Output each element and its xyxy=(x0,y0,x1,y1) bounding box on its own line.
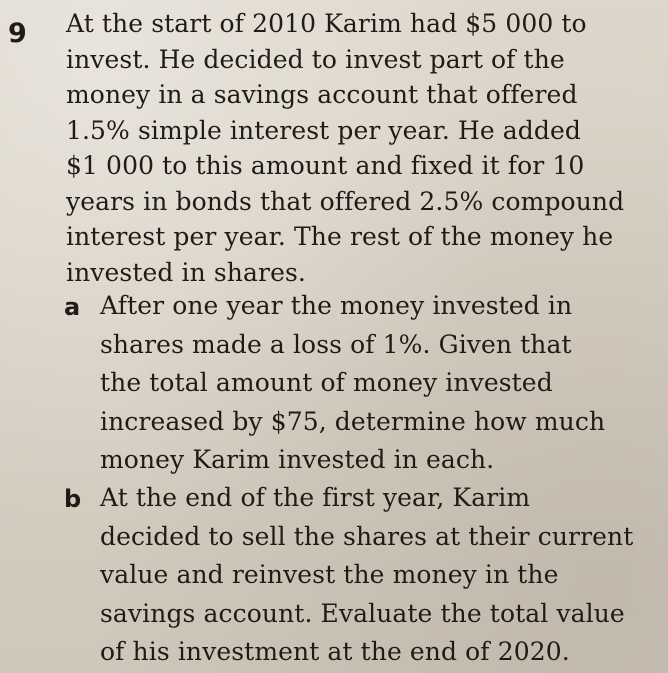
stem-line: At the start of 2010 Karim had $5 000 to xyxy=(66,9,587,38)
part-b-line: of his investment at the end of 2020. xyxy=(100,637,570,666)
stem-line: interest per year. The rest of the money he xyxy=(66,222,614,251)
stem-line: years in bonds that offered 2.5% compound xyxy=(66,186,625,216)
stem-line: $1 000 to this amount and fixed it for 10 xyxy=(66,151,585,180)
part-b-line: value and reinvest the money in the xyxy=(100,560,559,589)
part-b-label: b xyxy=(64,485,82,513)
part-a-line: money Karim invested in each. xyxy=(100,445,495,474)
stem-line: invested in shares. xyxy=(66,257,306,287)
stem-line: invest. He decided to invest part of the xyxy=(66,44,565,74)
stem-line: money in a savings account that offered xyxy=(66,80,578,109)
part-b-line: At the end of the first year, Karim xyxy=(100,483,531,512)
part-a-label: a xyxy=(64,293,81,321)
stem-line: 1.5% simple interest per year. He added xyxy=(66,115,582,145)
question-number: 9 xyxy=(8,18,27,49)
part-a-line: increased by $75, determine how much xyxy=(100,406,606,436)
part-a-line: the total amount of money invested xyxy=(100,368,553,397)
part-b-line: decided to sell the shares at their current xyxy=(100,521,634,551)
part-b-text xyxy=(100,479,660,672)
part-a-line: shares made a loss of 1%. Given that xyxy=(100,329,572,359)
part-a-line: After one year the money invested in xyxy=(100,291,573,320)
part-b-line: savings account. Evaluate the total value xyxy=(100,598,625,628)
question-stem xyxy=(66,6,656,290)
part-a-text xyxy=(100,287,660,480)
